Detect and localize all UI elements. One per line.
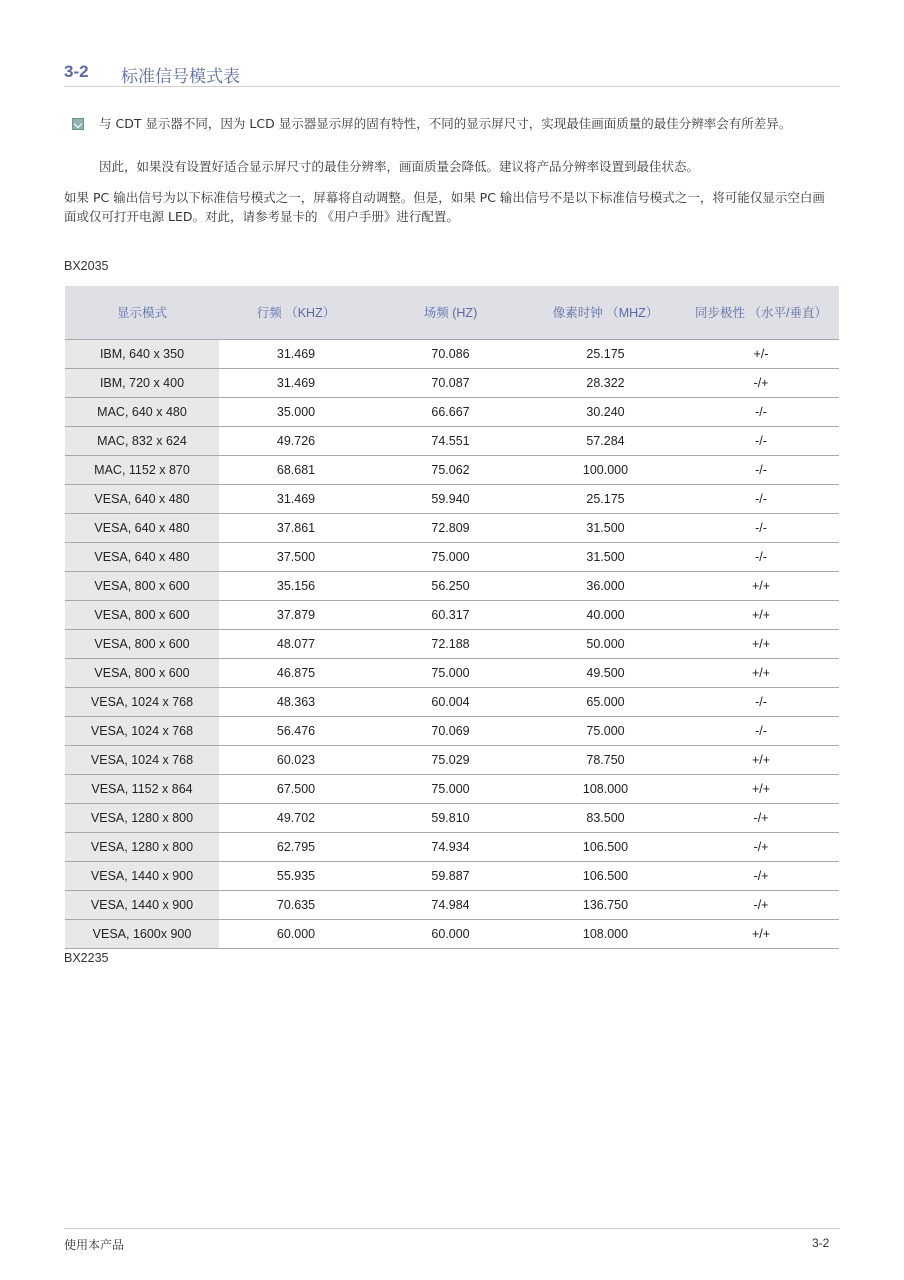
table-row	[65, 456, 839, 485]
header-display-mode: 显示模式	[65, 286, 219, 340]
cell-v-freq: 70.086	[373, 340, 528, 369]
header-sync-polarity: 同步极性 （水平/垂直）	[683, 286, 839, 340]
cell-display-mode: IBM, 640 x 350	[65, 340, 219, 369]
cell-v-freq: 72.188	[373, 630, 528, 659]
cell-pixel-clock: 36.000	[528, 572, 683, 601]
section-header	[64, 60, 840, 87]
cell-display-mode: VESA, 800 x 600	[65, 659, 219, 688]
cell-display-mode: VESA, 1280 x 800	[65, 833, 219, 862]
cell-display-mode: VESA, 640 x 480	[65, 543, 219, 572]
cell-h-freq: 67.500	[219, 775, 373, 804]
cell-sync-polarity: +/+	[683, 659, 839, 688]
cell-sync-polarity: +/+	[683, 572, 839, 601]
cell-display-mode: VESA, 1600x 900	[65, 920, 219, 949]
cell-pixel-clock: 136.750	[528, 891, 683, 920]
cell-h-freq: 62.795	[219, 833, 373, 862]
footer-chapter: 使用本产品	[64, 1238, 125, 1252]
table-header-row	[65, 286, 839, 340]
cell-h-freq: 35.156	[219, 572, 373, 601]
table-row	[65, 427, 839, 456]
cell-h-freq: 60.023	[219, 746, 373, 775]
signal-mode-table	[65, 286, 839, 949]
cell-sync-polarity: +/+	[683, 920, 839, 949]
cell-sync-polarity: +/+	[683, 746, 839, 775]
page-number: 3-2	[812, 1236, 830, 1250]
cell-v-freq: 60.000	[373, 920, 528, 949]
cell-h-freq: 37.500	[219, 543, 373, 572]
cell-v-freq: 75.000	[373, 775, 528, 804]
cell-pixel-clock: 108.000	[528, 920, 683, 949]
cell-display-mode: VESA, 1280 x 800	[65, 804, 219, 833]
cell-h-freq: 70.635	[219, 891, 373, 920]
note-line-2: 因此，如果没有设置好适合显示屏尺寸的最佳分辨率，画面质量会降低。建议将产品分辨率设置到最佳状态。	[99, 159, 700, 174]
cell-h-freq: 48.363	[219, 688, 373, 717]
table-row	[65, 485, 839, 514]
cell-h-freq: 31.469	[219, 340, 373, 369]
cell-pixel-clock: 31.500	[528, 514, 683, 543]
table-row	[65, 717, 839, 746]
table-row	[65, 804, 839, 833]
cell-display-mode: VESA, 1152 x 864	[65, 775, 219, 804]
table-row	[65, 833, 839, 862]
cell-pixel-clock: 75.000	[528, 717, 683, 746]
cell-h-freq: 46.875	[219, 659, 373, 688]
table-row	[65, 514, 839, 543]
cell-v-freq: 74.551	[373, 427, 528, 456]
cell-v-freq: 75.029	[373, 746, 528, 775]
table-row	[65, 572, 839, 601]
cell-pixel-clock: 108.000	[528, 775, 683, 804]
table-row	[65, 688, 839, 717]
cell-h-freq: 60.000	[219, 920, 373, 949]
cell-v-freq: 60.317	[373, 601, 528, 630]
cell-h-freq: 35.000	[219, 398, 373, 427]
cell-v-freq: 75.062	[373, 456, 528, 485]
cell-v-freq: 72.809	[373, 514, 528, 543]
cell-h-freq: 55.935	[219, 862, 373, 891]
cell-display-mode: VESA, 1440 x 900	[65, 862, 219, 891]
cell-pixel-clock: 83.500	[528, 804, 683, 833]
cell-pixel-clock: 100.000	[528, 456, 683, 485]
table-row	[65, 862, 839, 891]
header-pixel-clock: 像素时钟 （MHZ）	[528, 286, 683, 340]
cell-pixel-clock: 49.500	[528, 659, 683, 688]
cell-pixel-clock: 28.322	[528, 369, 683, 398]
cell-pixel-clock: 31.500	[528, 543, 683, 572]
table-row	[65, 746, 839, 775]
section-title: 标准信号模式表	[121, 67, 240, 87]
table-row	[65, 920, 839, 949]
cell-h-freq: 37.861	[219, 514, 373, 543]
cell-display-mode: MAC, 1152 x 870	[65, 456, 219, 485]
footer-divider	[64, 1228, 840, 1229]
cell-h-freq: 68.681	[219, 456, 373, 485]
cell-display-mode: VESA, 1440 x 900	[65, 891, 219, 920]
cell-sync-polarity: +/+	[683, 601, 839, 630]
cell-v-freq: 75.000	[373, 543, 528, 572]
cell-v-freq: 59.940	[373, 485, 528, 514]
cell-display-mode: VESA, 1024 x 768	[65, 688, 219, 717]
cell-v-freq: 59.810	[373, 804, 528, 833]
cell-sync-polarity: -/-	[683, 427, 839, 456]
cell-display-mode: VESA, 1024 x 768	[65, 746, 219, 775]
cell-v-freq: 74.934	[373, 833, 528, 862]
cell-sync-polarity: -/+	[683, 804, 839, 833]
table-row	[65, 398, 839, 427]
cell-sync-polarity: -/-	[683, 485, 839, 514]
cell-h-freq: 49.726	[219, 427, 373, 456]
cell-pixel-clock: 30.240	[528, 398, 683, 427]
model-label-bx2035: BX2035	[64, 259, 109, 273]
cell-h-freq: 37.879	[219, 601, 373, 630]
cell-v-freq: 66.667	[373, 398, 528, 427]
cell-pixel-clock: 25.175	[528, 340, 683, 369]
table-row	[65, 543, 839, 572]
header-v-freq: 场频 (HZ)	[373, 286, 528, 340]
cell-sync-polarity: +/+	[683, 775, 839, 804]
model-label-bx2235: BX2235	[64, 951, 109, 965]
cell-v-freq: 56.250	[373, 572, 528, 601]
cell-v-freq: 70.069	[373, 717, 528, 746]
cell-h-freq: 56.476	[219, 717, 373, 746]
cell-pixel-clock: 106.500	[528, 862, 683, 891]
cell-sync-polarity: -/+	[683, 862, 839, 891]
table-row	[65, 775, 839, 804]
table-row	[65, 369, 839, 398]
cell-display-mode: MAC, 832 x 624	[65, 427, 219, 456]
cell-v-freq: 75.000	[373, 659, 528, 688]
table-row	[65, 891, 839, 920]
table-row	[65, 340, 839, 369]
cell-sync-polarity: -/-	[683, 514, 839, 543]
cell-display-mode: VESA, 800 x 600	[65, 630, 219, 659]
table-row	[65, 659, 839, 688]
table-row	[65, 630, 839, 659]
cell-display-mode: VESA, 800 x 600	[65, 572, 219, 601]
cell-v-freq: 74.984	[373, 891, 528, 920]
cell-v-freq: 60.004	[373, 688, 528, 717]
cell-pixel-clock: 106.500	[528, 833, 683, 862]
cell-sync-polarity: -/-	[683, 717, 839, 746]
cell-display-mode: MAC, 640 x 480	[65, 398, 219, 427]
cell-pixel-clock: 78.750	[528, 746, 683, 775]
table-row	[65, 601, 839, 630]
cell-display-mode: VESA, 640 x 480	[65, 485, 219, 514]
cell-v-freq: 59.887	[373, 862, 528, 891]
cell-sync-polarity: -/+	[683, 369, 839, 398]
intro-paragraph: 如果 PC 输出信号为以下标准信号模式之一，屏幕将自动调整。但是，如果 PC 输出信号不是以下标准信号模式之一，将可能仅显示空白画面或仅可打开电源 LED。对此，请参考显卡的 《用户手册》进行配置。	[64, 190, 825, 224]
cell-sync-polarity: -/-	[683, 543, 839, 572]
cell-sync-polarity: -/-	[683, 398, 839, 427]
cell-display-mode: VESA, 1024 x 768	[65, 717, 219, 746]
cell-h-freq: 49.702	[219, 804, 373, 833]
cell-sync-polarity: -/+	[683, 891, 839, 920]
cell-pixel-clock: 40.000	[528, 601, 683, 630]
cell-pixel-clock: 25.175	[528, 485, 683, 514]
cell-sync-polarity: -/+	[683, 833, 839, 862]
cell-h-freq: 31.469	[219, 485, 373, 514]
cell-sync-polarity: +/+	[683, 630, 839, 659]
header-h-freq: 行频 （KHZ）	[219, 286, 373, 340]
cell-h-freq: 48.077	[219, 630, 373, 659]
note-icon	[72, 118, 84, 130]
section-number: 3-2	[64, 62, 89, 81]
cell-display-mode: IBM, 720 x 400	[65, 369, 219, 398]
cell-pixel-clock: 65.000	[528, 688, 683, 717]
cell-sync-polarity: -/-	[683, 456, 839, 485]
note-line-1: 与 CDT 显示器不同，因为 LCD 显示器显示屏的固有特性，不同的显示屏尺寸，实现最佳画面质量的最佳分辨率会有所差异。	[99, 116, 792, 131]
cell-sync-polarity: +/-	[683, 340, 839, 369]
cell-sync-polarity: -/-	[683, 688, 839, 717]
cell-display-mode: VESA, 640 x 480	[65, 514, 219, 543]
cell-pixel-clock: 57.284	[528, 427, 683, 456]
cell-v-freq: 70.087	[373, 369, 528, 398]
cell-h-freq: 31.469	[219, 369, 373, 398]
cell-pixel-clock: 50.000	[528, 630, 683, 659]
cell-display-mode: VESA, 800 x 600	[65, 601, 219, 630]
